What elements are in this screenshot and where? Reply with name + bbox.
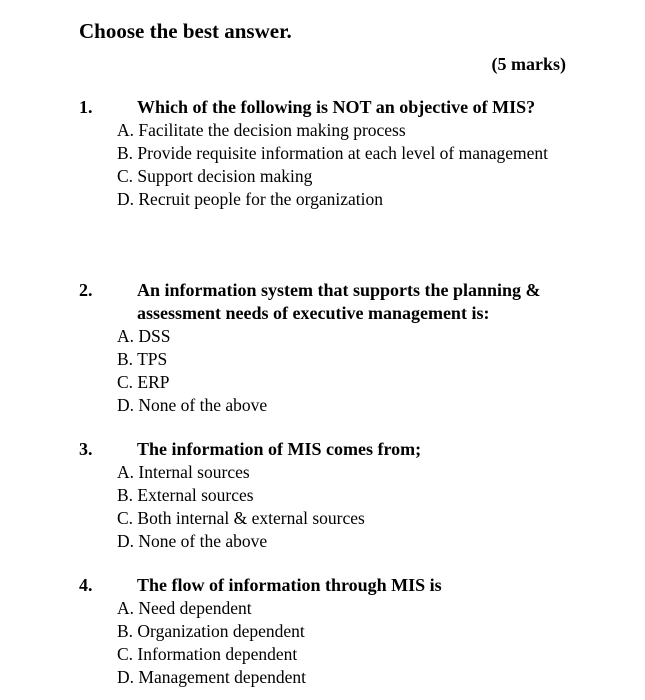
option-a: A. DSS — [117, 326, 171, 346]
option-d: D. Management dependent — [117, 667, 307, 687]
question-number: 3. — [79, 439, 93, 459]
option-b: B. TPS — [117, 349, 168, 369]
question-number: 1. — [79, 97, 93, 117]
marks-label: (5 marks) — [491, 54, 566, 74]
option-b: B. Organization dependent — [117, 621, 305, 641]
option-a: A. Facilitate the decision making process — [117, 120, 406, 140]
option-list — [79, 325, 559, 417]
question-1-header — [79, 96, 559, 119]
question-4-header — [79, 574, 559, 597]
option-list — [79, 119, 559, 211]
question-2 — [79, 279, 559, 417]
option-list — [79, 597, 559, 689]
option-b: B. External sources — [117, 485, 254, 505]
question-number: 4. — [79, 575, 93, 595]
option-list — [79, 461, 559, 553]
option-a: A. Internal sources — [117, 462, 250, 482]
question-4 — [79, 574, 559, 689]
question-text: The information of MIS comes from; — [137, 439, 422, 459]
question-1 — [79, 96, 559, 211]
question-number: 2. — [79, 280, 93, 300]
option-c: C. ERP — [117, 372, 170, 392]
option-c: C. Both internal & external sources — [117, 508, 365, 528]
option-d: D. Recruit people for the organization — [117, 189, 383, 209]
option-c: C. Support decision making — [117, 166, 313, 186]
question-2-header — [79, 279, 559, 325]
option-b: B. Provide requisite information at each level of management — [117, 143, 549, 163]
question-text: The flow of information through MIS is — [137, 575, 442, 595]
question-3-header — [79, 438, 559, 461]
option-d: D. None of the above — [117, 531, 268, 551]
question-text: Which of the following is NOT an objective of MIS? — [137, 97, 536, 117]
option-a: A. Need dependent — [117, 598, 252, 618]
question-3 — [79, 438, 559, 553]
option-c: C. Information dependent — [117, 644, 298, 664]
question-text-content: An information system that supports the planning & assessment needs of executive management is: — [137, 280, 541, 323]
option-d: D. None of the above — [117, 395, 268, 415]
page-heading: Choose the best answer. — [79, 19, 292, 43]
question-text — [79, 279, 559, 325]
